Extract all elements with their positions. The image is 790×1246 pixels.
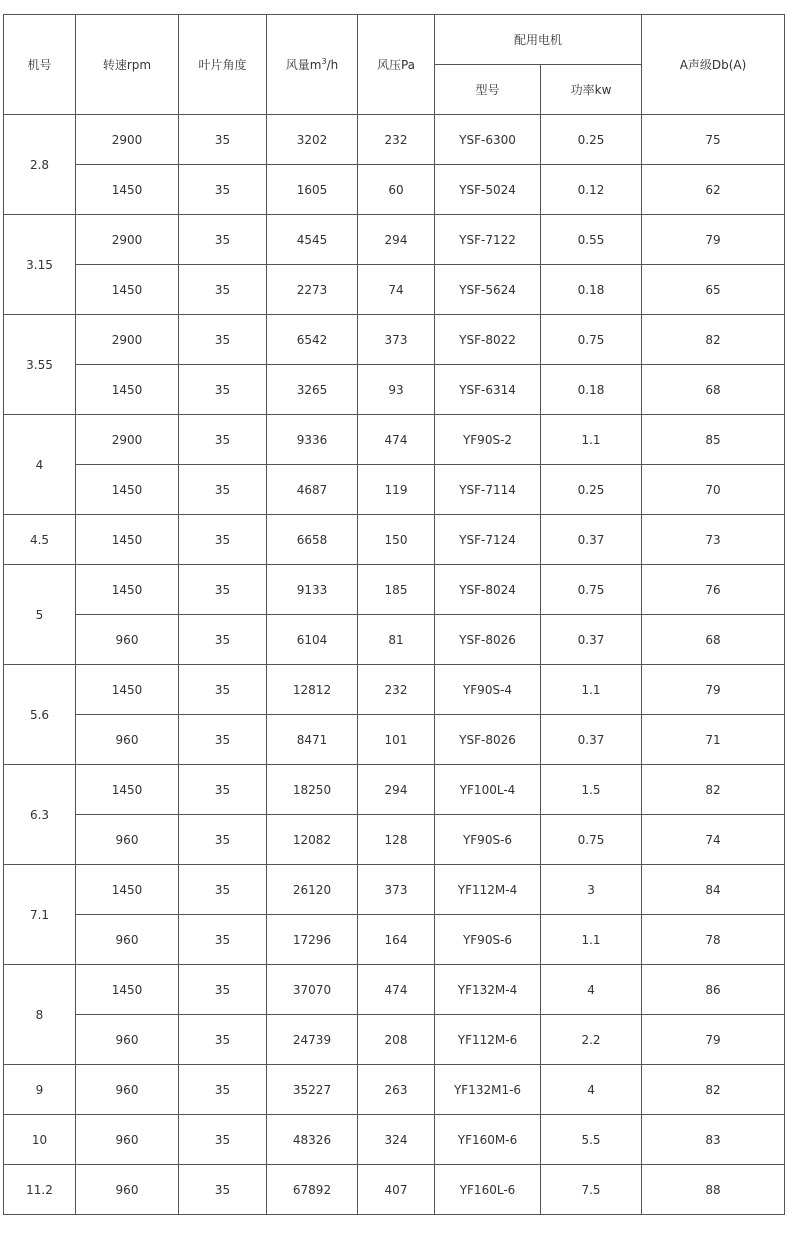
cell-model-no: 4.5 xyxy=(4,515,76,565)
cell-noise: 78 xyxy=(642,915,785,965)
cell-pressure: 185 xyxy=(358,565,435,615)
cell-model-no: 6.3 xyxy=(4,765,76,865)
cell-speed: 1450 xyxy=(76,265,179,315)
cell-model-no: 8 xyxy=(4,965,76,1065)
cell-noise: 68 xyxy=(642,615,785,665)
cell-airflow: 3265 xyxy=(267,365,358,415)
cell-angle: 35 xyxy=(179,1065,267,1115)
cell-speed: 960 xyxy=(76,1065,179,1115)
cell-noise: 73 xyxy=(642,515,785,565)
cell-pressure: 294 xyxy=(358,765,435,815)
table-row xyxy=(4,315,785,365)
cell-motor: YF160L-6 xyxy=(435,1165,541,1215)
cell-speed: 960 xyxy=(76,715,179,765)
cell-angle: 35 xyxy=(179,115,267,165)
cell-speed: 1450 xyxy=(76,665,179,715)
cell-airflow: 67892 xyxy=(267,1165,358,1215)
cell-airflow: 6542 xyxy=(267,315,358,365)
cell-noise: 79 xyxy=(642,215,785,265)
cell-pressure: 128 xyxy=(358,815,435,865)
cell-power: 0.55 xyxy=(541,215,642,265)
cell-pressure: 474 xyxy=(358,415,435,465)
cell-angle: 35 xyxy=(179,315,267,365)
cell-power: 3 xyxy=(541,865,642,915)
cell-angle: 35 xyxy=(179,815,267,865)
cell-model-no: 5 xyxy=(4,565,76,665)
cell-angle: 35 xyxy=(179,215,267,265)
cell-power: 0.18 xyxy=(541,265,642,315)
cell-pressure: 474 xyxy=(358,965,435,1015)
cell-noise: 65 xyxy=(642,265,785,315)
cell-motor: YSF-6314 xyxy=(435,365,541,415)
cell-airflow: 6658 xyxy=(267,515,358,565)
cell-power: 0.25 xyxy=(541,115,642,165)
cell-noise: 62 xyxy=(642,165,785,215)
cell-motor: YSF-8026 xyxy=(435,715,541,765)
cell-noise: 88 xyxy=(642,1165,785,1215)
cell-airflow: 12082 xyxy=(267,815,358,865)
cell-power: 0.75 xyxy=(541,565,642,615)
cell-power: 4 xyxy=(541,965,642,1015)
table-row xyxy=(4,565,785,615)
cell-speed: 960 xyxy=(76,915,179,965)
table-row xyxy=(4,765,785,815)
header-airflow-sup: 3 xyxy=(321,57,327,66)
table-row xyxy=(4,465,785,515)
cell-airflow: 26120 xyxy=(267,865,358,915)
cell-speed: 1450 xyxy=(76,865,179,915)
cell-motor: YSF-8024 xyxy=(435,565,541,615)
table-row xyxy=(4,915,785,965)
table-row xyxy=(4,1165,785,1215)
cell-motor: YSF-5024 xyxy=(435,165,541,215)
cell-noise: 75 xyxy=(642,115,785,165)
cell-motor: YF100L-4 xyxy=(435,765,541,815)
table-row xyxy=(4,165,785,215)
cell-noise: 76 xyxy=(642,565,785,615)
header-motor-type: 型号 xyxy=(435,65,541,115)
header-row-1 xyxy=(4,15,785,65)
cell-power: 0.37 xyxy=(541,715,642,765)
cell-model-no: 4 xyxy=(4,415,76,515)
cell-pressure: 81 xyxy=(358,615,435,665)
cell-noise: 79 xyxy=(642,665,785,715)
cell-power: 0.12 xyxy=(541,165,642,215)
cell-speed: 2900 xyxy=(76,115,179,165)
header-blade-angle: 叶片角度 xyxy=(179,15,267,115)
cell-angle: 35 xyxy=(179,1165,267,1215)
cell-pressure: 119 xyxy=(358,465,435,515)
table-row xyxy=(4,965,785,1015)
cell-model-no: 10 xyxy=(4,1115,76,1165)
cell-airflow: 8471 xyxy=(267,715,358,765)
cell-angle: 35 xyxy=(179,1115,267,1165)
table-row xyxy=(4,415,785,465)
cell-power: 1.1 xyxy=(541,915,642,965)
cell-speed: 1450 xyxy=(76,565,179,615)
table-row xyxy=(4,115,785,165)
cell-noise: 82 xyxy=(642,1065,785,1115)
cell-pressure: 74 xyxy=(358,265,435,315)
cell-airflow: 9336 xyxy=(267,415,358,465)
cell-airflow: 3202 xyxy=(267,115,358,165)
cell-model-no: 9 xyxy=(4,1065,76,1115)
table-row xyxy=(4,1065,785,1115)
cell-power: 0.75 xyxy=(541,815,642,865)
cell-angle: 35 xyxy=(179,615,267,665)
cell-airflow: 17296 xyxy=(267,915,358,965)
cell-power: 4 xyxy=(541,1065,642,1115)
cell-angle: 35 xyxy=(179,515,267,565)
cell-model-no: 11.2 xyxy=(4,1165,76,1215)
cell-motor: YF132M-4 xyxy=(435,965,541,1015)
table-body xyxy=(4,115,785,1215)
cell-angle: 35 xyxy=(179,265,267,315)
cell-speed: 960 xyxy=(76,1115,179,1165)
cell-pressure: 407 xyxy=(358,1165,435,1215)
cell-speed: 2900 xyxy=(76,215,179,265)
cell-model-no: 2.8 xyxy=(4,115,76,215)
cell-power: 5.5 xyxy=(541,1115,642,1165)
cell-noise: 82 xyxy=(642,765,785,815)
cell-model-no: 3.55 xyxy=(4,315,76,415)
cell-angle: 35 xyxy=(179,165,267,215)
cell-motor: YSF-6300 xyxy=(435,115,541,165)
cell-airflow: 4545 xyxy=(267,215,358,265)
header-speed: 转速rpm xyxy=(76,15,179,115)
cell-speed: 960 xyxy=(76,1015,179,1065)
cell-speed: 1450 xyxy=(76,515,179,565)
cell-airflow: 37070 xyxy=(267,965,358,1015)
table-row xyxy=(4,615,785,665)
cell-noise: 84 xyxy=(642,865,785,915)
cell-pressure: 232 xyxy=(358,665,435,715)
header-noise: A声级Db(A) xyxy=(642,15,785,115)
table-row xyxy=(4,215,785,265)
cell-pressure: 373 xyxy=(358,865,435,915)
cell-airflow: 1605 xyxy=(267,165,358,215)
cell-speed: 1450 xyxy=(76,165,179,215)
cell-noise: 70 xyxy=(642,465,785,515)
cell-speed: 1450 xyxy=(76,965,179,1015)
cell-motor: YF90S-2 xyxy=(435,415,541,465)
cell-noise: 68 xyxy=(642,365,785,415)
table-row xyxy=(4,865,785,915)
cell-speed: 960 xyxy=(76,615,179,665)
table-row xyxy=(4,1015,785,1065)
cell-power: 2.2 xyxy=(541,1015,642,1065)
header-airflow-suffix: /h xyxy=(326,58,339,72)
cell-airflow: 12812 xyxy=(267,665,358,715)
cell-speed: 960 xyxy=(76,815,179,865)
cell-angle: 35 xyxy=(179,415,267,465)
cell-motor: YF160M-6 xyxy=(435,1115,541,1165)
cell-motor: YF112M-6 xyxy=(435,1015,541,1065)
table-row xyxy=(4,365,785,415)
cell-motor: YF112M-4 xyxy=(435,865,541,915)
cell-angle: 35 xyxy=(179,1015,267,1065)
table-row xyxy=(4,715,785,765)
header-airflow-prefix: 风量m xyxy=(285,58,322,72)
header-airflow xyxy=(267,15,358,115)
cell-speed: 1450 xyxy=(76,765,179,815)
cell-motor: YF132M1-6 xyxy=(435,1065,541,1115)
cell-power: 0.37 xyxy=(541,515,642,565)
cell-angle: 35 xyxy=(179,915,267,965)
cell-power: 0.25 xyxy=(541,465,642,515)
table-row xyxy=(4,815,785,865)
table-row xyxy=(4,265,785,315)
cell-airflow: 9133 xyxy=(267,565,358,615)
cell-power: 0.75 xyxy=(541,315,642,365)
cell-motor: YSF-7124 xyxy=(435,515,541,565)
cell-airflow: 6104 xyxy=(267,615,358,665)
cell-angle: 35 xyxy=(179,765,267,815)
header-model-no: 机号 xyxy=(4,15,76,115)
cell-pressure: 150 xyxy=(358,515,435,565)
cell-angle: 35 xyxy=(179,865,267,915)
cell-pressure: 294 xyxy=(358,215,435,265)
cell-pressure: 232 xyxy=(358,115,435,165)
cell-angle: 35 xyxy=(179,965,267,1015)
table-row xyxy=(4,1115,785,1165)
cell-motor: YSF-8026 xyxy=(435,615,541,665)
cell-power: 1.5 xyxy=(541,765,642,815)
cell-pressure: 208 xyxy=(358,1015,435,1065)
cell-noise: 79 xyxy=(642,1015,785,1065)
cell-speed: 1450 xyxy=(76,365,179,415)
cell-pressure: 373 xyxy=(358,315,435,365)
cell-airflow: 35227 xyxy=(267,1065,358,1115)
cell-motor: YF90S-6 xyxy=(435,815,541,865)
header-motor-group: 配用电机 xyxy=(435,15,642,65)
table-row xyxy=(4,665,785,715)
table-row xyxy=(4,515,785,565)
cell-power: 7.5 xyxy=(541,1165,642,1215)
cell-pressure: 101 xyxy=(358,715,435,765)
cell-airflow: 4687 xyxy=(267,465,358,515)
fan-spec-table xyxy=(3,14,785,1215)
cell-angle: 35 xyxy=(179,465,267,515)
cell-airflow: 24739 xyxy=(267,1015,358,1065)
header-pressure: 风压Pa xyxy=(358,15,435,115)
cell-airflow: 2273 xyxy=(267,265,358,315)
cell-airflow: 18250 xyxy=(267,765,358,815)
cell-motor: YSF-5624 xyxy=(435,265,541,315)
cell-pressure: 263 xyxy=(358,1065,435,1115)
cell-noise: 85 xyxy=(642,415,785,465)
cell-noise: 86 xyxy=(642,965,785,1015)
cell-angle: 35 xyxy=(179,665,267,715)
cell-power: 0.18 xyxy=(541,365,642,415)
cell-speed: 2900 xyxy=(76,415,179,465)
cell-motor: YF90S-6 xyxy=(435,915,541,965)
cell-model-no: 5.6 xyxy=(4,665,76,765)
cell-pressure: 60 xyxy=(358,165,435,215)
cell-speed: 2900 xyxy=(76,315,179,365)
cell-motor: YSF-7122 xyxy=(435,215,541,265)
cell-model-no: 7.1 xyxy=(4,865,76,965)
cell-motor: YSF-7114 xyxy=(435,465,541,515)
cell-motor: YF90S-4 xyxy=(435,665,541,715)
cell-power: 1.1 xyxy=(541,415,642,465)
cell-noise: 82 xyxy=(642,315,785,365)
cell-power: 1.1 xyxy=(541,665,642,715)
cell-noise: 74 xyxy=(642,815,785,865)
cell-speed: 960 xyxy=(76,1165,179,1215)
cell-pressure: 324 xyxy=(358,1115,435,1165)
cell-noise: 71 xyxy=(642,715,785,765)
cell-pressure: 164 xyxy=(358,915,435,965)
cell-power: 0.37 xyxy=(541,615,642,665)
cell-noise: 83 xyxy=(642,1115,785,1165)
cell-speed: 1450 xyxy=(76,465,179,515)
header-motor-power: 功率kw xyxy=(541,65,642,115)
cell-model-no: 3.15 xyxy=(4,215,76,315)
cell-angle: 35 xyxy=(179,565,267,615)
cell-airflow: 48326 xyxy=(267,1115,358,1165)
cell-motor: YSF-8022 xyxy=(435,315,541,365)
cell-angle: 35 xyxy=(179,365,267,415)
cell-pressure: 93 xyxy=(358,365,435,415)
cell-angle: 35 xyxy=(179,715,267,765)
